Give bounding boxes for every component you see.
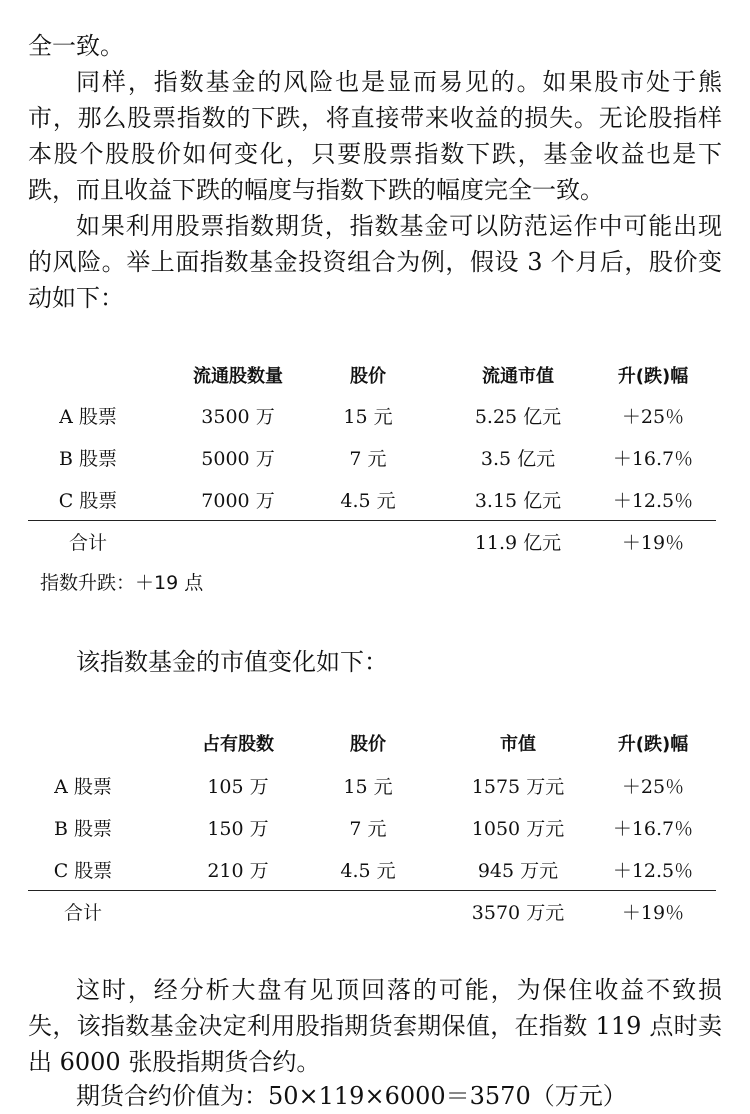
table-cell: ＋12.5％ bbox=[612, 490, 694, 512]
table-row bbox=[28, 444, 718, 474]
table-cell: ＋25％ bbox=[621, 406, 685, 428]
table-cell: ＋19％ bbox=[621, 902, 685, 924]
row-label: 合计 bbox=[63, 902, 102, 924]
table-divider bbox=[28, 890, 716, 891]
column-header: 升(跌)幅 bbox=[617, 734, 689, 755]
paragraph-market-value: 该指数基金的市值变化如下： bbox=[76, 648, 388, 676]
row-label: C 股票 bbox=[53, 860, 113, 882]
column-header: 升(跌)幅 bbox=[617, 366, 689, 387]
table-row bbox=[28, 402, 718, 432]
table-cell: 3500 万 bbox=[201, 406, 275, 428]
column-header: 股价 bbox=[350, 366, 386, 387]
table-cell: 4.5 元 bbox=[340, 860, 396, 882]
table-cell: 7 元 bbox=[349, 448, 387, 470]
table-row bbox=[28, 856, 718, 886]
table-cell: 1575 万元 bbox=[471, 776, 565, 798]
paragraph-continuation: 全一致。 bbox=[28, 32, 124, 60]
row-label: A 股票 bbox=[54, 776, 112, 798]
column-header: 市值 bbox=[500, 734, 536, 755]
table-cell: 15 元 bbox=[343, 406, 393, 428]
table-divider bbox=[28, 520, 716, 521]
row-label: B 股票 bbox=[58, 448, 117, 470]
table-cell: 105 万 bbox=[207, 776, 269, 798]
table-total-row bbox=[28, 528, 718, 558]
row-label: A 股票 bbox=[59, 406, 117, 428]
table-cell: 11.9 亿元 bbox=[474, 532, 562, 554]
row-label: B 股票 bbox=[53, 818, 112, 840]
table-row bbox=[28, 486, 718, 516]
table-cell: ＋16.7％ bbox=[612, 818, 694, 840]
table-cell: 1050 万元 bbox=[471, 818, 565, 840]
table-cell: 3.15 亿元 bbox=[474, 490, 562, 512]
table-cell: ＋12.5％ bbox=[612, 860, 694, 882]
paragraph-futures-intro: 如果利用股票指数期货，指数基金可以防范运作中可能出现的风险。举上面指数基金投资组合为例，假设 3 个月后，股价变动如下： bbox=[28, 212, 722, 312]
table-total-row bbox=[28, 898, 718, 928]
table-cell: 15 元 bbox=[343, 776, 393, 798]
table-cell: 150 万 bbox=[207, 818, 269, 840]
row-label: C 股票 bbox=[58, 490, 118, 512]
column-header: 股价 bbox=[350, 734, 386, 755]
table-cell: ＋16.7％ bbox=[612, 448, 694, 470]
table-cell: ＋19％ bbox=[621, 532, 685, 554]
column-header: 流通股数量 bbox=[193, 366, 283, 387]
table-header-row bbox=[28, 730, 718, 760]
column-header: 占有股数 bbox=[202, 734, 274, 755]
table-row bbox=[28, 814, 718, 844]
paragraph-contract-value: 期货合约价值为：50×119×6000＝3570（万元） bbox=[76, 1082, 627, 1110]
table-cell: 3570 万元 bbox=[471, 902, 565, 924]
row-label: 合计 bbox=[68, 532, 107, 554]
table-cell: 5.25 亿元 bbox=[474, 406, 562, 428]
table-cell: 5000 万 bbox=[201, 448, 275, 470]
table-cell: ＋25％ bbox=[621, 776, 685, 798]
table-row bbox=[28, 772, 718, 802]
paragraph-risk: 同样，指数基金的风险也是显而易见的。如果股市处于熊市，那么股票指数的下跌，将直接带来收益的损失。无论股指样本股个股股价如何变化，只要股票指数下跌，基金收益也是下跌，而且收益下跌的幅度与指数下跌的幅度完全一致。 bbox=[28, 68, 722, 204]
table-cell: 210 万 bbox=[207, 860, 269, 882]
index-change-note: 指数升跌：＋19 点 bbox=[40, 572, 204, 594]
table-cell: 3.5 亿元 bbox=[480, 448, 556, 470]
table-cell: 4.5 元 bbox=[340, 490, 396, 512]
table-cell: 7 元 bbox=[349, 818, 387, 840]
paragraph-hedging: 这时，经分析大盘有见顶回落的可能，为保住收益不致损失，该指数基金决定利用股指期货套期保值，在指数 119 点时卖出 6000 张股指期货合约。 bbox=[28, 976, 722, 1076]
table-cell: 945 万元 bbox=[477, 860, 559, 882]
table-cell: 7000 万 bbox=[201, 490, 275, 512]
column-header: 流通市值 bbox=[482, 366, 554, 387]
table-header-row bbox=[28, 362, 718, 392]
